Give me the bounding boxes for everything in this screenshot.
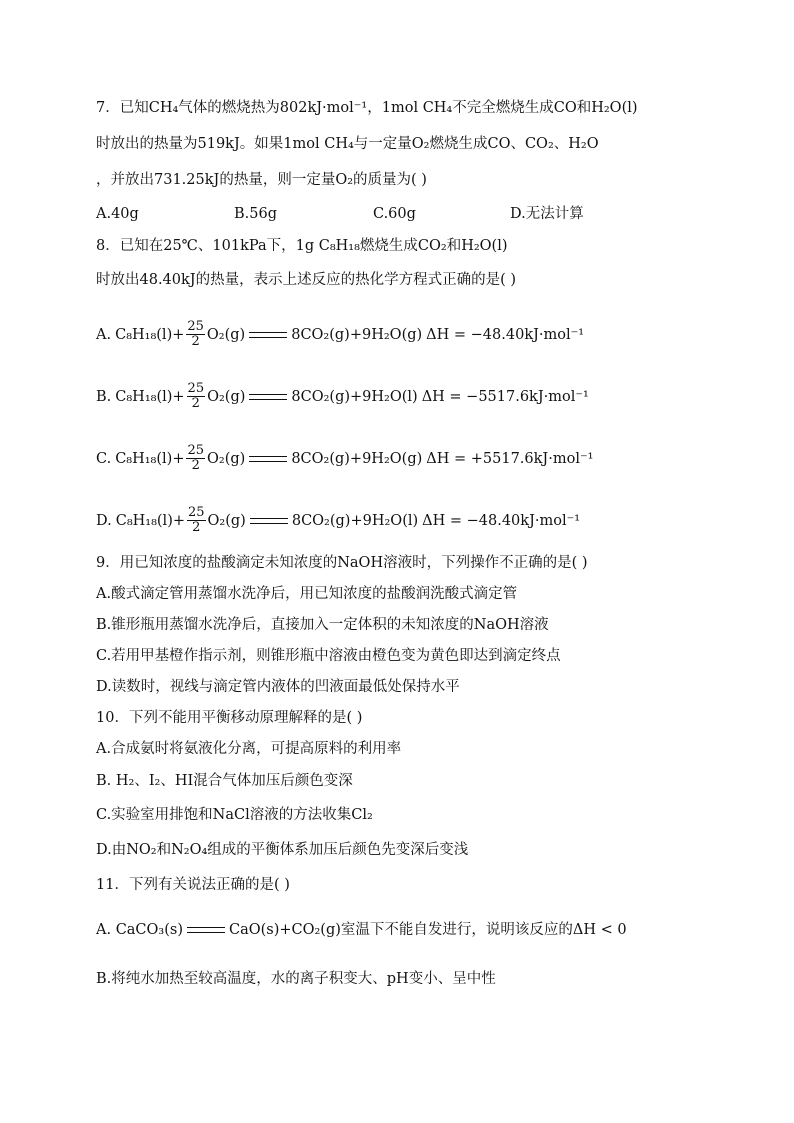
q8-water-state: (g) bbox=[401, 450, 423, 467]
fraction-numerator: 25 bbox=[188, 505, 205, 520]
q8-line1: 8．已知在25℃、101kPa下，1g C₈H₁₈燃烧生成CO₂和H₂O(l) bbox=[96, 238, 508, 254]
fraction-denominator: 2 bbox=[191, 396, 200, 411]
q7-line3: ，并放出731.25kJ的热量，则一定量O₂的质量为( ) bbox=[96, 172, 427, 188]
q8-product: 8CO₂(g)+9H₂O bbox=[291, 512, 403, 529]
q10-option-a: A.合成氨时将氨液化分离，可提高原料的利用率 bbox=[96, 741, 402, 757]
fraction bbox=[186, 320, 205, 349]
q10-option-d: D.由NO₂和N₂O₄组成的平衡体系加压后颜色先变深后变浅 bbox=[96, 842, 469, 858]
q8-reactant: C₈H₁₈(l)+ bbox=[115, 450, 185, 467]
fraction bbox=[187, 506, 206, 535]
equilibrium-double-line bbox=[249, 394, 287, 400]
q8-water-state: (g) bbox=[401, 326, 423, 343]
fraction bbox=[187, 382, 206, 411]
q8-product: 8CO₂(g)+9H₂O bbox=[291, 450, 402, 467]
equilibrium-double-line bbox=[249, 332, 287, 338]
q8-option-d bbox=[96, 506, 580, 535]
equilibrium-double-line bbox=[250, 518, 288, 524]
q8-enthalpy: ΔH = +5517.6kJ·mol⁻¹ bbox=[426, 450, 594, 467]
q9-stem: 9．用已知浓度的盐酸滴定未知浓度的NaOH溶液时，下列操作不正确的是( ) bbox=[96, 555, 588, 571]
equilibrium-double-line bbox=[187, 927, 225, 933]
q11-option-a-reactant: A. CaCO₃(s) bbox=[96, 922, 183, 938]
q8-option-label: D. bbox=[96, 512, 112, 529]
q10-option-c: C.实验室用排饱和NaCl溶液的方法收集Cl₂ bbox=[96, 807, 373, 823]
q8-water-state: (l) bbox=[402, 512, 419, 529]
q8-product: 8CO₂(g)+9H₂O bbox=[291, 388, 402, 405]
q7-option-a: A.40g bbox=[96, 206, 139, 222]
q8-enthalpy: ΔH = −48.40kJ·mol⁻¹ bbox=[422, 512, 581, 529]
q9-option-b: B.锥形瓶用蒸馏水洗净后，直接加入一定体积的未知浓度的NaOH溶液 bbox=[96, 617, 549, 633]
q11-stem: 11．下列有关说法正确的是( ) bbox=[96, 877, 290, 893]
q7-option-c: C.60g bbox=[373, 206, 416, 222]
q9-option-d: D.读数时，视线与滴定管内液体的凹液面最低处保持水平 bbox=[96, 679, 460, 695]
fraction-numerator: 25 bbox=[187, 443, 205, 458]
q11-option-b: B.将纯水加热至较高温度，水的离子积变大、pH变小、呈中性 bbox=[96, 971, 496, 987]
q9-option-a: A.酸式滴定管用蒸馏水洗净后，用已知浓度的盐酸润洗酸式滴定管 bbox=[96, 586, 518, 602]
q8-oxygen: O₂(g) bbox=[207, 388, 246, 405]
q8-water-state: (l) bbox=[401, 388, 418, 405]
q7-line2: 时放出的热量为519kJ。如果1mol CH₄与一定量O₂燃烧生成CO、CO₂、H₂O bbox=[96, 136, 599, 152]
q8-reactant: C₈H₁₈(l)+ bbox=[115, 388, 185, 405]
q8-option-a bbox=[96, 320, 584, 349]
q8-product: 8CO₂(g)+9H₂O bbox=[291, 326, 402, 343]
fraction-numerator: 25 bbox=[187, 381, 205, 396]
fraction-numerator: 25 bbox=[187, 319, 204, 334]
q8-oxygen: O₂(g) bbox=[206, 326, 246, 343]
q8-enthalpy: ΔH = −48.40kJ·mol⁻¹ bbox=[426, 326, 585, 343]
q8-option-c bbox=[96, 444, 593, 473]
q8-reactant: C₈H₁₈(l)+ bbox=[115, 512, 185, 529]
equilibrium-double-line bbox=[249, 456, 287, 462]
q8-option-label: A. bbox=[96, 326, 112, 343]
fraction-denominator: 2 bbox=[191, 334, 200, 349]
q8-option-b bbox=[96, 382, 589, 411]
fraction-denominator: 2 bbox=[191, 458, 200, 473]
q11-option-a bbox=[96, 920, 627, 940]
q7-line1: 7．已知CH₄气体的燃烧热为802kJ·mol⁻¹，1mol CH₄不完全燃烧生成CO和H₂O(l) bbox=[96, 100, 638, 116]
q7-option-b: B.56g bbox=[234, 206, 277, 222]
fraction bbox=[186, 444, 205, 473]
q10-option-b: B. H₂、I₂、HI混合气体加压后颜色变深 bbox=[96, 773, 353, 789]
q8-option-label: C. bbox=[96, 450, 112, 467]
q8-line2: 时放出48.40kJ的热量，表示上述反应的热化学方程式正确的是( ) bbox=[96, 272, 517, 288]
fraction-denominator: 2 bbox=[192, 520, 201, 535]
q9-option-c: C.若用甲基橙作指示剂，则锥形瓶中溶液由橙色变为黄色即达到滴定终点 bbox=[96, 648, 561, 664]
q7-option-d: D.无法计算 bbox=[510, 206, 584, 222]
q10-stem: 10．下列不能用平衡移动原理解释的是( ) bbox=[96, 710, 363, 726]
q8-oxygen: O₂(g) bbox=[207, 450, 246, 467]
q8-enthalpy: ΔH = −5517.6kJ·mol⁻¹ bbox=[421, 388, 589, 405]
q8-oxygen: O₂(g) bbox=[207, 512, 246, 529]
q11-option-a-rest: CaO(s)+CO₂(g)室温下不能自发进行，说明该反应的ΔH < 0 bbox=[228, 922, 627, 938]
q8-reactant: C₈H₁₈(l)+ bbox=[115, 326, 185, 343]
q8-option-label: B. bbox=[96, 388, 112, 405]
